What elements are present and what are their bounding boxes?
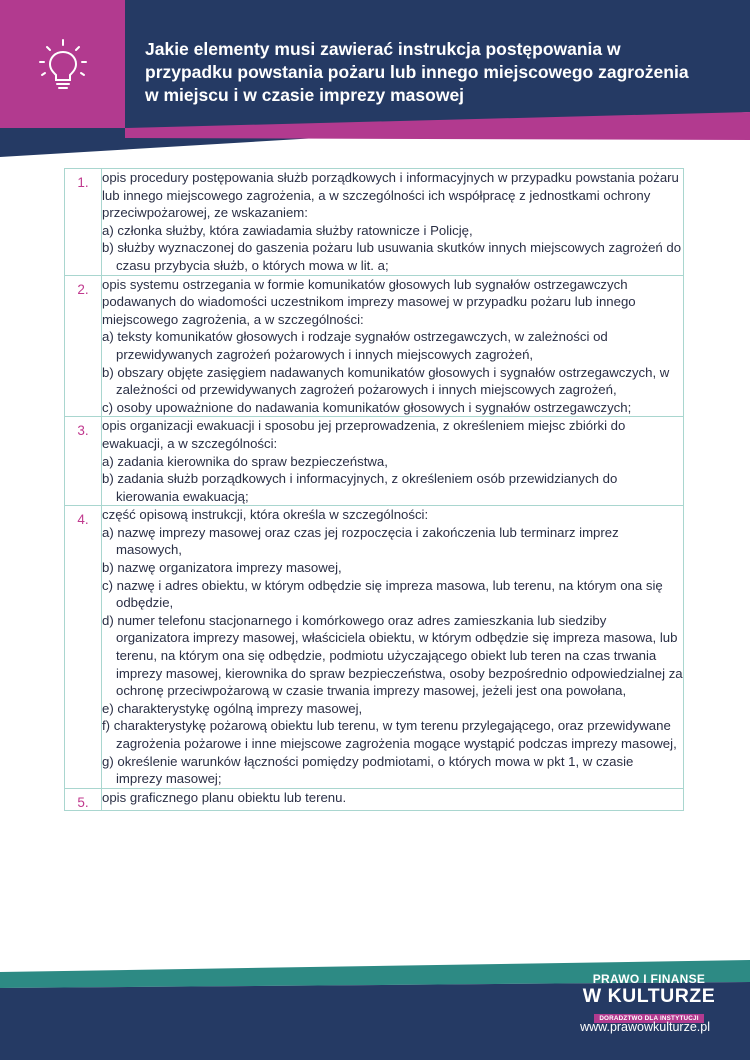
logo-line2: W KULTURZE (582, 985, 716, 1007)
row-intro: część opisową instrukcji, która określa w szczególności: (102, 507, 429, 523)
sub-item: g) określenie warunków łączności pomiędzy podmiotami, o których mowa w pkt 1, w czasie imprezy masowej; (102, 753, 634, 787)
row-number-cell (65, 788, 102, 810)
sub-item-list (102, 524, 683, 788)
sub-item: b) nazwę organizatora imprezy masowej, (102, 560, 342, 576)
row-content (102, 169, 684, 276)
row-number: 3. (77, 423, 89, 439)
row-content (102, 275, 684, 417)
row-number: 5. (77, 794, 89, 810)
row-number: 2. (77, 281, 89, 297)
sub-item: a) zadania kierownika do spraw bezpieczeństwa, (102, 453, 388, 469)
sub-item: f) charakterystykę pożarową obiektu lub terenu, w tym terenu przylegającego, oraz przewidywane zagrożenia pożarowe i inne miejscowe zagrożenia mogące wystąpić podczas imprezy masowej, (102, 718, 677, 751)
sub-item: d) numer telefonu stacjonarnego i komórkowego oraz adres zamieszkania lub siedziby organizatora imprezy masowej, właściciela obiektu, w którym odbędzie się impreza masowa, lub terenu, na którym ona się odbędzie, podmiotu użyczającego obiekt lub teren na czas trwania imprezy masowej, kierownika do spraw bezpieczeństwa, osoby bezpośrednio odpowiedzialnej za ochronę przeciwpożarową w czasie trwania imprezy masowej, jeżeli jest ona powołana, (102, 612, 683, 699)
table-row (65, 788, 684, 810)
table-row (65, 275, 684, 417)
row-intro: opis organizacji ewakuacji i sposobu jej przeprowadzenia, z określeniem miejsc zbiórki do ewakuacji, a w szczególności: (102, 418, 626, 451)
logo-tagline: DORADZTWO DLA INSTYTUCJI (594, 1014, 703, 1023)
row-content (102, 417, 684, 506)
sub-item: a) teksty komunikatów głosowych i rodzaje sygnałów ostrzegawczych, w zależności od przewidywanych zagrożeń pożarowych i innych miejscowych zagrożeń, (102, 329, 608, 362)
sub-item: a) nazwę imprezy masowej oraz czas jej rozpoczęcia i zakończenia lub terminarz imprez masowych, (102, 524, 619, 558)
table-row (65, 417, 684, 506)
sub-item: b) obszary objęte zasięgiem nadawanych komunikatów głosowych i sygnałów ostrzegawczych, w zależności od przewidywanych zagrożeń pożarowych i innych miejscowych zagrożeń, (102, 364, 670, 398)
row-number: 1. (77, 175, 89, 190)
sub-item-list (102, 328, 683, 416)
row-intro: opis procedury postępowania służb porządkowych i informacyjnych w przypadku powstania pożaru lub innego miejscowego zagrożenia, a w szczególności ich współpracę z jednostkami ochrony przeciwpożarowej, ze wskazaniem: (102, 170, 679, 221)
sub-item: b) służby wyznaczonej do gaszenia pożaru lub usuwania skutków innych miejscowych zagrożeń do czasu przybycia służb, o których mowa w lit. a; (102, 240, 682, 273)
row-intro: opis systemu ostrzegania w formie komunikatów głosowych lub sygnałów ostrzegawczych podawanych do wiadomości uczestnikom imprezy masowej w przypadku pożaru lub innego miejscowego zagrożenia, a w szczególności: (102, 276, 636, 327)
lightbulb-icon (33, 34, 93, 94)
sub-item: b) zadania służb porządkowych i informacyjnych, z określeniem osób przewidzianych do kierowania ewakuacją; (102, 471, 618, 504)
sub-item: c) nazwę i adres obiektu, w którym odbędzie się impreza masowa, lub terenu, na którym ona się odbędzie, (102, 577, 663, 611)
row-intro: opis graficznego planu obiektu lub terenu. (102, 789, 347, 805)
table-row (65, 169, 684, 276)
brand-logo[interactable] (574, 972, 724, 1025)
instructions-table (64, 168, 684, 811)
website-link[interactable]: www.prawowkulturze.pl (580, 1020, 710, 1034)
sub-item: c) osoby upoważnione do nadawania komunikatów głosowych i sygnałów ostrzegawczych; (102, 399, 632, 415)
sub-item-list (102, 453, 683, 506)
row-number-cell (65, 169, 102, 276)
row-number-cell (65, 417, 102, 506)
sub-item: a) członka służby, która zawiadamia służby ratownicze i Policję, (102, 222, 473, 238)
row-content (102, 506, 684, 789)
row-number: 4. (77, 512, 89, 528)
sub-item-list (102, 222, 683, 275)
row-number-cell (65, 275, 102, 417)
sub-item: e) charakterystykę ogólną imprezy masowej, (102, 700, 363, 716)
row-content (102, 788, 684, 810)
logo-line1: PRAWO I FINANSE (592, 972, 706, 986)
table-row (65, 506, 684, 789)
page-title: Jakie elementy musi zawierać instrukcja postępowania w przypadku powstania pożaru lub innego miejscowego zagrożenia w miejscu i w czasie imprezy masowej (145, 39, 689, 105)
row-number-cell (65, 506, 102, 789)
icon-box (0, 0, 125, 128)
